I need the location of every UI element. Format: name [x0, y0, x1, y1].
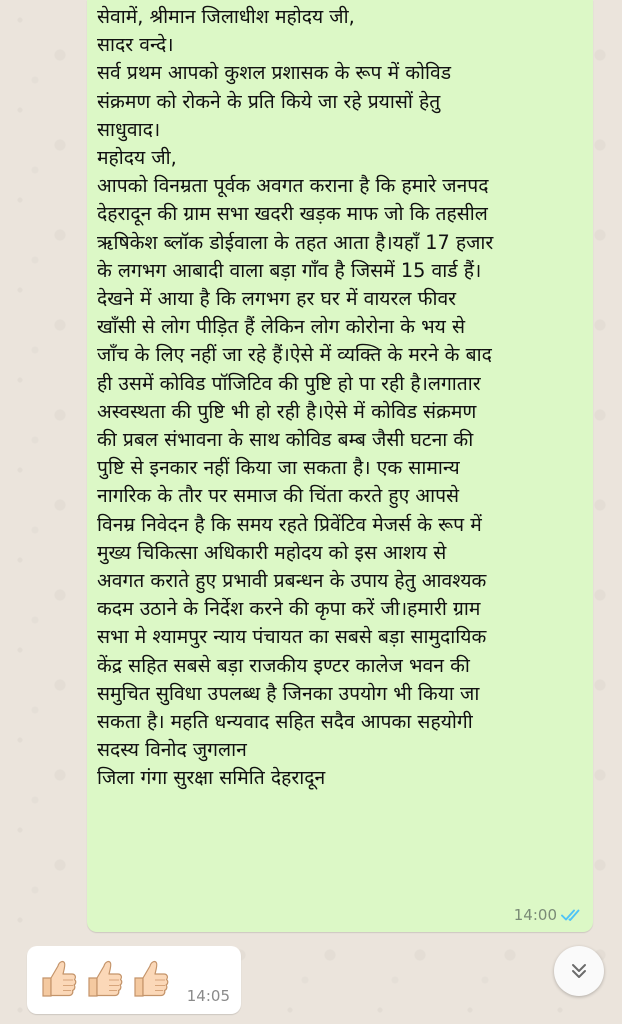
outgoing-message-bubble[interactable]: [87, 0, 593, 932]
thumbs-up-icon: [83, 956, 125, 1000]
message-line: विनम्र निवेदन है कि समय रहते प्रिवेंटिव मेजर्स के रूप में: [97, 512, 482, 536]
double-check-read-icon: [561, 908, 583, 922]
message-line: ऋषिकेश ब्लॉक डोईवाला के तहत आता है।यहाँ 17 हजार: [97, 230, 494, 254]
message-line: जिला गंगा सुरक्षा समिति देहरादून: [97, 766, 326, 790]
message-line: आपको विनम्रता पूर्वक अवगत कराना है कि हमारे जनपद: [97, 174, 489, 198]
message-line: साधुवाद।: [97, 117, 161, 141]
message-line: अवगत कराते हुए प्रभावी प्रबन्धन के उपाय हेतु आवश्यक: [97, 569, 487, 593]
message-line: सर्व प्रथम आपको कुशल प्रशासक के रूप में कोविड: [97, 61, 452, 85]
message-line: सभा मे श्यामपुर न्याय पंचायत का सबसे बड़ा सामुदायिक: [97, 625, 487, 649]
message-meta: [514, 906, 583, 924]
message-line: कदम उठाने के निर्देश करने की कृपा करें जी।हमारी ग्राम: [97, 597, 481, 621]
message-time: 14:05: [186, 987, 230, 1005]
message-line: की प्रबल संभावना के साथ कोविड बम्ब जैसी घटना की: [97, 428, 474, 452]
double-chevron-down-icon: [568, 960, 590, 982]
message-line: महोदय जी,: [97, 146, 177, 170]
message-line: जाँच के लिए नहीं जा रहे हैं।ऐसे में व्यक्ति के मरने के बाद: [97, 343, 492, 367]
message-line: समुचित सुविधा उपलब्ध है जिनका उपयोग भी किया जा: [97, 681, 480, 705]
message-line: अस्वस्थता की पुष्टि भी हो रही है।ऐसे में कोविड संक्रमण: [97, 399, 477, 423]
message-line: संक्रमण को रोकने के प्रति किये जा रहे प्रयासों हेतु: [97, 89, 441, 113]
incoming-message-bubble[interactable]: [27, 946, 241, 1014]
message-line: सदस्य विनोद जुगलान: [97, 738, 247, 762]
message-line: नागरिक के तौर पर समाज की चिंता करते हुए आपसे: [97, 484, 460, 508]
message-line: पुष्टि से इनकार नहीं किया जा सकता है। एक सामान्य: [97, 456, 460, 480]
message-line: ही उसमें कोविड पॉजिटिव की पुष्टि हो पा रही है।लगातार: [97, 371, 481, 395]
message-text: [97, 3, 583, 793]
message-line: मुख्य चिकित्सा अधिकारी महोदय को इस आशय से: [97, 540, 447, 564]
message-line: सेवामें, श्रीमान जिलाधीश महोदय जी,: [97, 5, 355, 28]
message-line: केंद्र सहित सबसे बड़ा राजकीय इण्टर कालेज भवन की: [97, 653, 470, 677]
message-time: 14:00: [513, 906, 557, 924]
message-line: के लगभग आबादी वाला बड़ा गाँव है जिसमें 15 वार्ड हैं।: [97, 258, 482, 282]
message-line: देहरादून की ग्राम सभा खदरी खड़क माफ जो कि तहसील: [97, 202, 488, 226]
emoji-row: [37, 956, 171, 1000]
message-line: सकता है। महति धन्यवाद सहित सदैव आपका सहयोगी: [97, 710, 473, 734]
message-line: खाँसी से लोग पीड़ित हैं लेकिन लोग कोरोना के भय से: [97, 315, 465, 339]
scroll-to-bottom-button[interactable]: [554, 946, 604, 996]
thumbs-up-icon: [37, 956, 79, 1000]
message-line: सादर वन्दे।: [97, 33, 174, 57]
thumbs-up-icon: [129, 956, 171, 1000]
message-line: देखने में आया है कि लगभग हर घर में वायरल फीवर: [97, 287, 457, 311]
